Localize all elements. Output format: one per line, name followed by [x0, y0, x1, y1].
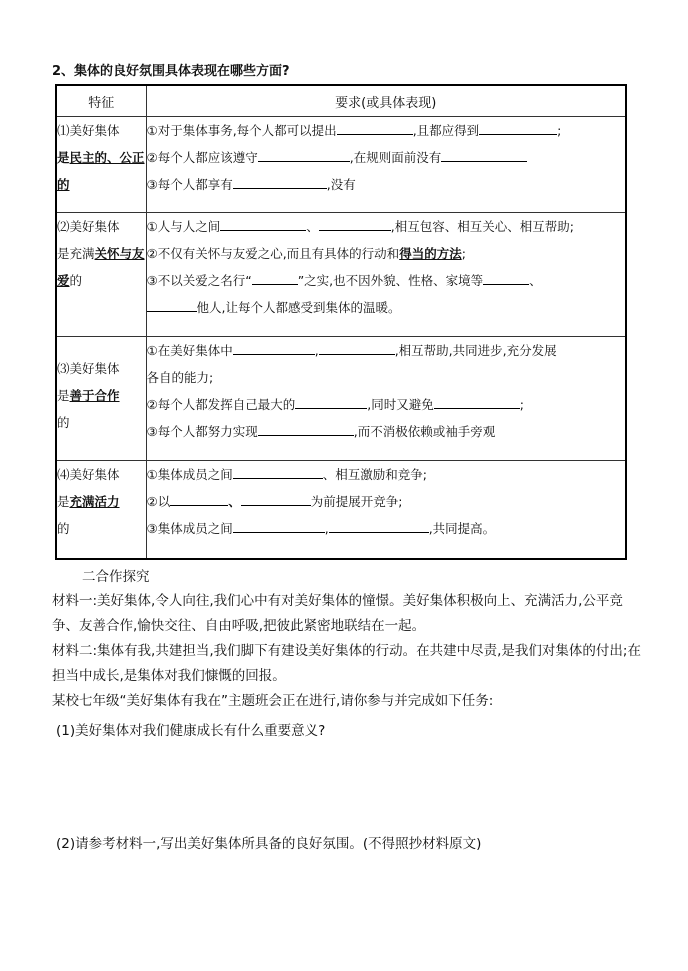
requirement-line: ③集体成员之间 , ,共同提高。: [147, 515, 626, 542]
requirement-line: ②不仅有关怀与友爱之心,而且有具体的行动和得当的方法;: [146, 246, 466, 261]
material-one: 材料一:美好集体,令人向往,我们心中有对美好集体的憧憬。美好集体积极向上、充满活力,公平竞争、友善合作,愉快交往、自由呼吸,把彼此紧密地联结在一起。: [52, 593, 623, 634]
answer-blank[interactable]: [258, 421, 354, 436]
feature-cell: ⑵美好集体 是充满关怀与友爱的: [56, 213, 146, 337]
requirement-line: ②每个人都应该遵守 ,在规则面前没有: [147, 144, 626, 171]
feature-mid: 是: [57, 150, 70, 165]
feature-cell: [56, 117, 146, 213]
answer-blank[interactable]: [233, 518, 325, 533]
answer-blank[interactable]: [241, 491, 311, 506]
requirement-line: ①对于集体事务,每个人都可以提出 ,且都应得到 ;: [147, 117, 626, 144]
requirement-line: ①人与人之间 、 ,相互包容、相互关心、相互帮助;: [147, 213, 626, 240]
answer-blank[interactable]: [233, 340, 315, 355]
answer-blank[interactable]: [295, 394, 367, 409]
answer-blank[interactable]: [434, 394, 520, 409]
table-row: [56, 461, 626, 559]
header-feature: 特征: [56, 85, 146, 117]
requirement-line: 他人,让每个人都感受到集体的温暖。: [147, 294, 626, 321]
requirement-line: ①在美好集体中 , ,相互帮助,共同进步,充分发展: [147, 337, 626, 364]
atmosphere-table: [55, 84, 627, 560]
answer-blank[interactable]: [233, 174, 327, 189]
answer-blank[interactable]: [258, 147, 350, 162]
requirement-cell: [146, 117, 626, 213]
question-two: (2)请参考材料一,写出美好集体所具备的良好氛围。(不得照抄材料原文): [56, 836, 482, 852]
requirement-line: ②每个人都发挥自己最大的 ,同时又避免 ;: [147, 391, 626, 418]
answer-blank[interactable]: [441, 147, 527, 162]
answer-blank[interactable]: [233, 464, 323, 479]
answer-blank[interactable]: [147, 297, 197, 312]
question-one: (1)美好集体对我们健康成长有什么重要意义?: [56, 723, 326, 739]
feature-cell: ⑶美好集体 是善于合作 的: [56, 337, 146, 461]
answer-blank[interactable]: [319, 216, 391, 231]
feature-keyword: 民主的、公正的: [57, 150, 145, 192]
feature-cell: ⑷美好集体 是充满活力 的: [56, 461, 146, 559]
requirement-line: ③每个人都享有 ,没有: [147, 171, 626, 198]
answer-blank[interactable]: [170, 491, 228, 506]
answer-blank[interactable]: [252, 270, 298, 285]
header-requirement: 要求(或具体表现): [146, 85, 626, 117]
requirement-line: 各自的能力;: [146, 370, 214, 385]
requirement-cell: [146, 213, 626, 337]
feature-keyword: 善于合作: [69, 388, 120, 403]
requirement-cell: [146, 461, 626, 559]
answer-blank[interactable]: [220, 216, 306, 231]
answer-blank[interactable]: [483, 270, 529, 285]
answer-blank[interactable]: [479, 120, 557, 135]
table-row: [56, 213, 626, 337]
requirement-line: ③不以关爱之名行“ ”之实,也不因外貌、性格、家境等 、: [147, 267, 626, 294]
section-title: 二合作探究: [82, 569, 150, 585]
feature-keyword: 充满活力: [69, 494, 120, 509]
task-intro: 某校七年级“美好集体有我在”主题班会正在进行,请你参与并完成如下任务:: [52, 693, 494, 709]
requirement-cell: [146, 337, 626, 461]
question-title: 2、集体的良好氛围具体表现在哪些方面?: [52, 64, 290, 79]
requirement-line: ③每个人都努力实现 ,而不消极依赖或袖手旁观: [147, 418, 626, 445]
table-header-row: [56, 85, 626, 117]
feature-keyword: 关怀与友爱: [57, 246, 145, 288]
table-row: [56, 337, 626, 461]
answer-blank[interactable]: [319, 340, 395, 355]
table-row: [56, 117, 626, 213]
requirement-line: ①集体成员之间 、相互激励和竞争;: [147, 461, 626, 488]
requirement-line: ②以 、 为前提展开竞争;: [147, 488, 626, 515]
answer-blank[interactable]: [337, 120, 413, 135]
answer-blank[interactable]: [329, 518, 429, 533]
feature-prefix: ⑴美好集体: [57, 123, 120, 138]
material-two: 材料二:集体有我,共建担当,我们脚下有建设美好集体的行动。在共建中尽责,是我们对集体的付出;在担当中成长,是集体对我们慷慨的回报。: [52, 643, 641, 684]
